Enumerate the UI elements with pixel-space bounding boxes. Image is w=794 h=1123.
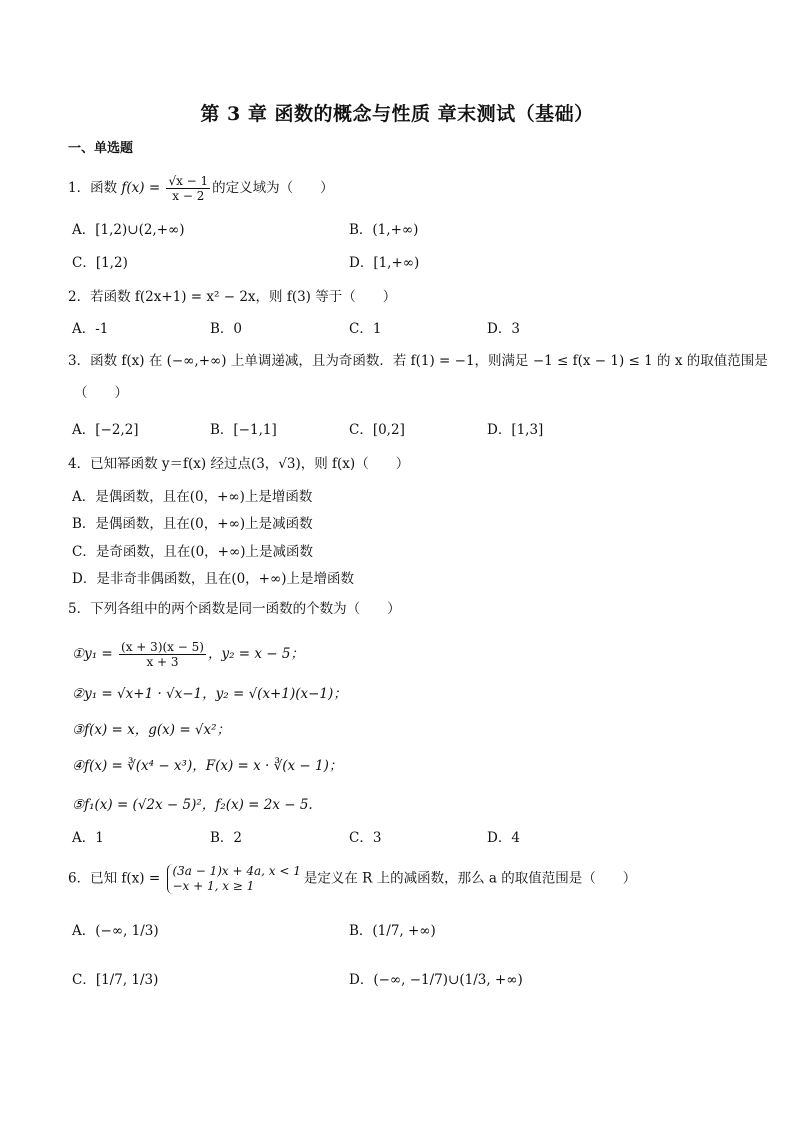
question-1-option-d: D．[1,+∞)	[349, 255, 420, 271]
question-6-option-d: D．(−∞, −1/7)∪(1/3, +∞)	[349, 972, 523, 988]
question-2-option-c: C．1	[349, 321, 382, 337]
question-1-function: f(x) =	[121, 180, 161, 196]
piecewise-function	[167, 864, 300, 894]
question-5-option-b: B．2	[210, 830, 243, 846]
question-1-numerator: √x − 1	[168, 174, 209, 188]
question-4-option-d: D．是非奇非偶函数，且在(0，+∞)上是增函数	[72, 571, 355, 587]
question-3-stem-continued: （ ）	[74, 385, 128, 401]
question-5-item-2: ②y₁ = √x+1 · √x−1，y₂ = √(x+1)(x−1)；	[72, 686, 347, 702]
section-heading: 一、单选题	[68, 141, 134, 156]
question-1-stem	[68, 174, 334, 203]
question-2-option-d: D．3	[487, 321, 520, 337]
question-5-item-1	[72, 640, 304, 669]
question-2-option-a: A．-1	[72, 321, 109, 337]
question-6-option-c: C．[1/7, 1/3)	[72, 972, 159, 988]
question-3-option-d: D．[1,3]	[487, 422, 544, 438]
question-5-option-a: A．1	[72, 830, 104, 846]
question-4-option-a: A．是偶函数，且在(0，+∞)上是增函数	[72, 489, 313, 505]
question-3-stem: 3．函数 f(x) 在 (−∞,+∞) 上单调递减，且为奇函数．若 f(1) = −1，则满足 −1 ≤ f(x − 1) ≤ 1 的 x 的取值范围是	[68, 353, 768, 369]
item-1-fraction	[119, 640, 206, 669]
question-2-stem: 2．若函数 f(2x+1) = x² − 2x，则 f(3) 等于（ ）	[68, 289, 397, 305]
question-4-option-c: C．是奇函数，且在(0，+∞)上是减函数	[72, 544, 314, 560]
question-4-stem: 4．已知幂函数 y＝f(x) 经过点(3，√3)，则 f(x)（ ）	[68, 456, 410, 472]
question-3-option-b: B．[−1,1]	[210, 422, 277, 438]
question-6-stem	[68, 864, 636, 894]
page-title: 第 3 章 函数的概念与性质 章末测试（基础）	[200, 103, 594, 125]
question-1-option-a: A．[1,2)∪(2,+∞)	[72, 222, 185, 238]
item-1-denominator: x + 3	[146, 655, 179, 669]
item-1-suffix: ，y₂ = x − 5；	[207, 646, 304, 662]
question-6-suffix: 是定义在 R 上的减函数，那么 a 的取值范围是（ ）	[303, 870, 637, 887]
question-1-option-c: C．[1,2)	[72, 255, 128, 271]
question-4-option-b: B．是偶函数，且在(0，+∞)上是减函数	[72, 516, 313, 532]
question-5-item-5: ⑤f₁(x) = (√2x − 5)²，f₂(x) = 2x − 5.	[72, 797, 313, 813]
question-6-prefix: 6．已知 f(x) =	[68, 870, 161, 887]
item-1-numerator: (x + 3)(x − 5)	[121, 640, 204, 654]
question-1-fraction	[166, 174, 210, 203]
question-2-option-b: B．0	[210, 321, 243, 337]
question-5-option-c: C．3	[349, 830, 382, 846]
question-1-option-b: B．(1,+∞)	[349, 222, 419, 238]
piece-1: (3a − 1)x + 4a, x < 1	[172, 864, 301, 878]
question-1-prefix: 1．函数	[68, 180, 122, 196]
question-5-option-d: D．4	[487, 830, 520, 846]
question-1-suffix: 的定义域为（ ）	[212, 180, 334, 196]
question-5-stem: 5．下列各组中的两个函数是同一函数的个数为（ ）	[68, 601, 401, 617]
question-6-option-b: B．(1/7, +∞)	[349, 923, 436, 939]
question-3-option-a: A．[−2,2]	[72, 422, 139, 438]
question-5-item-4: ④f(x) = ∛(x⁴ − x³)，F(x) = x · ∛(x − 1)；	[72, 758, 343, 774]
piece-2: −x + 1, x ≥ 1	[172, 879, 255, 893]
question-3-option-c: C．[0,2]	[349, 422, 405, 438]
question-6-option-a: A．(−∞, 1/3)	[72, 923, 159, 939]
item-1-prefix: ①y₁ =	[72, 646, 113, 662]
question-5-item-3: ③f(x) = x，g(x) = √x²；	[72, 722, 231, 738]
question-1-denominator: x − 2	[172, 189, 205, 203]
